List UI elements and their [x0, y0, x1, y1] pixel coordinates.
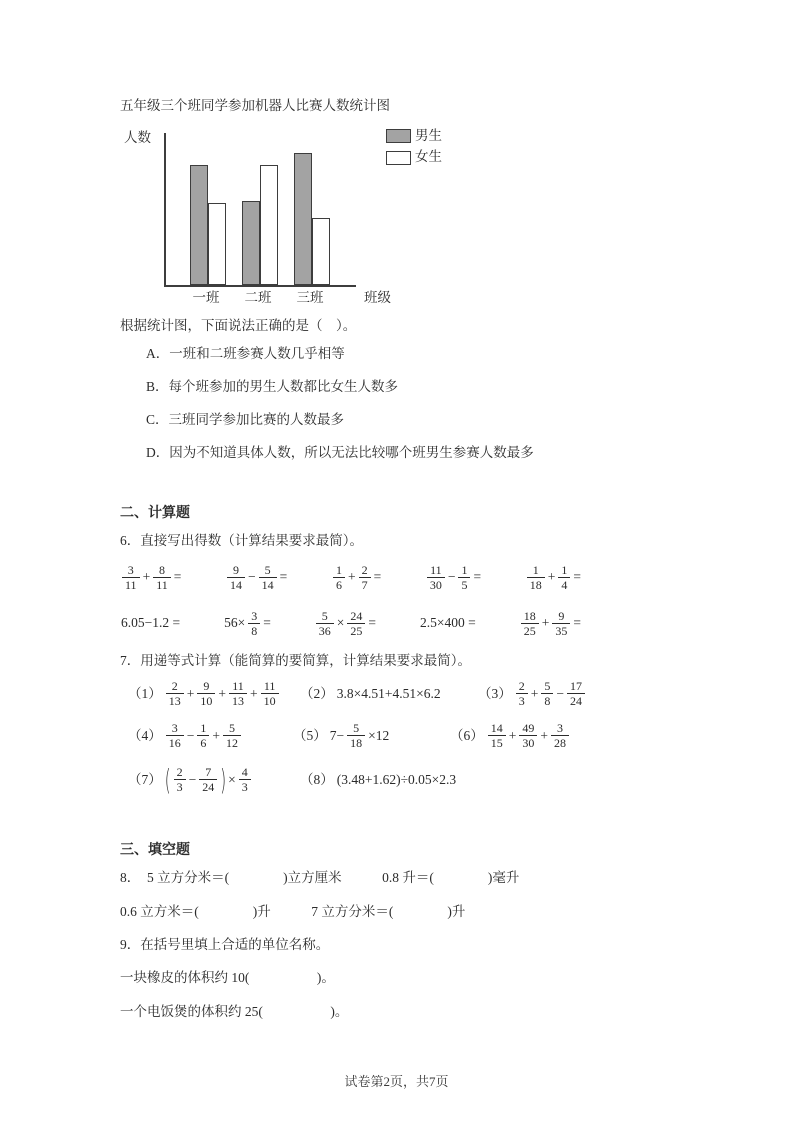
legend-row-female: [386, 148, 442, 166]
math-text: +: [541, 615, 550, 631]
math-text: =: [573, 615, 581, 631]
bar-female-1: [208, 203, 226, 285]
q5-option-d: D．因为不知道具体人数，所以无法比较哪个班男生参赛人数最多: [146, 445, 534, 461]
math-text: +: [347, 569, 356, 585]
fraction: $\frac{5}{18}$: [347, 721, 365, 751]
fraction: $\frac{1}{6}$: [333, 563, 345, 593]
math-text: +: [218, 685, 226, 701]
bar-female-2: [260, 165, 278, 285]
q7-item-5-expr: [329, 721, 391, 751]
q5-options: [120, 345, 678, 463]
big-paren: (: [164, 762, 171, 797]
q6-row-1: [120, 559, 582, 597]
bar-female-3: [312, 218, 330, 285]
fraction: $\frac{11}{30}$: [427, 563, 445, 593]
q6-expression-1: [120, 563, 182, 593]
q6-expression-4: [425, 563, 482, 593]
fraction: $\frac{1}{18}$: [527, 563, 545, 593]
q6-expression-6: [120, 614, 181, 632]
q7-item-4: [128, 721, 293, 751]
fraction: $\frac{11}{10}$: [261, 679, 279, 709]
math-text: (3.48+1.62)÷0.05×2.3: [336, 771, 457, 787]
fraction: $\frac{24}{25}$: [347, 609, 365, 639]
math-text: 6.05−1.2 =: [121, 615, 181, 631]
math-text: =: [263, 615, 271, 631]
q9-stem: 9．在括号里填上合适的单位名称。: [120, 936, 330, 952]
chart-legend: [386, 127, 442, 169]
q7-item-2: [300, 685, 478, 703]
q6-stem: 6．直接写出得数（计算结果要求最简）。: [120, 533, 363, 549]
legend-swatch-female: [386, 151, 411, 165]
math-text: +: [540, 727, 548, 743]
q7-item-3-label: （3）: [478, 685, 512, 701]
math-text: =: [368, 615, 377, 631]
fraction: $\frac{1}{5}$: [458, 563, 470, 593]
fraction: $\frac{3}{28}$: [551, 721, 569, 751]
q6-expression-9: [419, 614, 477, 632]
math-text: 56×: [224, 615, 246, 631]
fraction: $\frac{9}{35}$: [552, 609, 570, 639]
math-text: +: [212, 727, 220, 743]
legend-label-male: 男生: [415, 128, 442, 144]
fraction: $\frac{5}{36}$: [316, 609, 334, 639]
q7-item-8: [300, 771, 678, 789]
math-text: =: [573, 569, 581, 585]
fraction: $\frac{9}{14}$: [227, 563, 245, 593]
math-text: +: [530, 685, 539, 701]
math-text: −: [556, 685, 564, 701]
fraction: $\frac{49}{30}$: [519, 721, 537, 751]
bar-male-1: [190, 165, 208, 285]
math-text: +: [186, 685, 195, 701]
legend-swatch-male: [386, 129, 411, 143]
fraction: $\frac{7}{24}$: [199, 765, 217, 795]
q8-line-1: 8． 5 立方分米＝( )立方厘米 0.8 升＝( )毫升: [120, 869, 520, 885]
q6-expression-5: [525, 563, 582, 593]
q7-item-5: [293, 721, 450, 751]
q6-row-2: [120, 605, 582, 643]
q7-row-2: [120, 716, 678, 756]
math-text: =: [373, 569, 382, 585]
fraction: $\frac{5}{12}$: [223, 721, 241, 751]
math-text: =: [473, 569, 482, 585]
q7-item-1: [128, 679, 300, 709]
category-label-3: 三班: [296, 290, 324, 306]
q6-expression-10: [519, 609, 582, 639]
q5-option-c: C．三班同学参加比赛的人数最多: [146, 412, 345, 428]
fraction: $\frac{2}{13}$: [166, 679, 184, 709]
math-text: 7−: [329, 727, 345, 743]
q5-stem: 根据统计图，下面说法正确的是（ ）。: [120, 318, 357, 334]
chart-plot: [164, 133, 356, 287]
legend-label-female: 女生: [415, 149, 442, 165]
math-text: =: [279, 569, 288, 585]
fraction: $\frac{9}{10}$: [197, 679, 215, 709]
y-axis-label: 人数: [124, 130, 151, 146]
q7-item-6: [450, 721, 678, 751]
bar-male-3: [294, 153, 312, 285]
fraction: $\frac{17}{24}$: [567, 679, 585, 709]
q7-item-3-expr: [514, 679, 587, 709]
q7-item-2-label: （2）: [300, 685, 334, 701]
q7-item-1-label: （1）: [128, 685, 162, 701]
q5-option-b: B．每个班参加的男生人数都比女生人数多: [146, 379, 399, 395]
math-text: −: [447, 569, 456, 585]
q6-expression-3: [331, 563, 382, 593]
math-text: +: [250, 685, 258, 701]
q8-line-2: 0.6 立方米＝( )升 7 立方分米＝( )升: [120, 903, 466, 919]
math-text: +: [547, 569, 556, 585]
section-2-title: 二、计算题: [120, 506, 190, 522]
q7-item-3: [478, 679, 678, 709]
q5-option-a: A．一班和二班参赛人数几乎相等: [146, 346, 345, 362]
q7-item-7: [128, 762, 300, 797]
fraction: $\frac{3}{16}$: [166, 721, 184, 751]
fraction: $\frac{5}{8}$: [541, 679, 553, 709]
q7-item-6-expr: [486, 721, 571, 751]
math-text: =: [173, 569, 182, 585]
q6-expression-2: [225, 563, 288, 593]
math-text: −: [186, 727, 195, 743]
section-3-title: 三、填空题: [120, 842, 190, 858]
legend-row-male: [386, 127, 442, 145]
q6-expression-8: [314, 609, 377, 639]
q9-line-1: 一块橡皮的体积约 10( )。: [120, 969, 335, 985]
fraction: $\frac{2}{7}$: [359, 563, 371, 593]
q7-item-4-expr: [164, 721, 243, 751]
q9-line-2: 一个电饭煲的体积约 25( )。: [120, 1003, 349, 1019]
chart-title: 五年级三个班同学参加机器人比赛人数统计图: [120, 98, 390, 113]
fraction: $\frac{3}{11}$: [122, 563, 140, 593]
fraction: $\frac{18}{25}$: [521, 609, 539, 639]
q6-expression-7: [223, 609, 272, 639]
q7-item-5-label: （5）: [293, 727, 327, 743]
fraction: $\frac{1}{6}$: [197, 721, 209, 751]
x-axis-label: 班级: [364, 290, 391, 306]
q7-item-8-label: （8）: [300, 771, 334, 787]
q7-item-2-expr: [336, 685, 442, 703]
math-text: +: [142, 569, 151, 585]
fraction: $\frac{8}{11}$: [153, 563, 171, 593]
page-content: [120, 0, 678, 1022]
fraction: $\frac{5}{14}$: [259, 563, 277, 593]
q7-stem: 7．用递等式计算（能简算的要简算，计算结果要求最简）。: [120, 652, 471, 668]
q7-item-4-label: （4）: [128, 727, 162, 743]
q7-item-1-expr: [164, 679, 281, 709]
q7-row-1: [120, 674, 678, 714]
fraction: $\frac{4}{3}$: [239, 765, 251, 795]
q7-item-7-label: （7）: [128, 771, 162, 787]
math-text: 2.5×400 =: [420, 615, 476, 631]
page-footer: 试卷第2页，共7页: [344, 1074, 449, 1089]
fraction: $\frac{2}{3}$: [174, 765, 186, 795]
q7-item-7-expr: [164, 762, 253, 797]
math-text: 3.8×4.51+4.51×6.2: [336, 685, 441, 701]
fraction: $\frac{1}{4}$: [558, 563, 570, 593]
fraction: $\frac{2}{3}$: [516, 679, 528, 709]
bar-chart: [122, 125, 442, 305]
fraction: $\frac{14}{15}$: [488, 721, 506, 751]
math-text: ×12: [368, 727, 390, 743]
category-label-1: 一班: [192, 290, 220, 306]
math-text: +: [508, 727, 517, 743]
bar-male-2: [242, 201, 260, 285]
math-text: ×: [228, 771, 236, 787]
fraction: $\frac{11}{13}$: [229, 679, 247, 709]
category-label-2: 二班: [244, 290, 272, 306]
big-paren: ): [220, 762, 227, 797]
q7-item-8-expr: [336, 771, 457, 789]
fraction: $\frac{3}{8}$: [248, 609, 260, 639]
math-text: −: [188, 771, 197, 787]
math-text: ×: [336, 615, 345, 631]
math-text: −: [248, 569, 256, 585]
q7-row-3: [120, 758, 678, 802]
q7-item-6-label: （6）: [450, 727, 484, 743]
